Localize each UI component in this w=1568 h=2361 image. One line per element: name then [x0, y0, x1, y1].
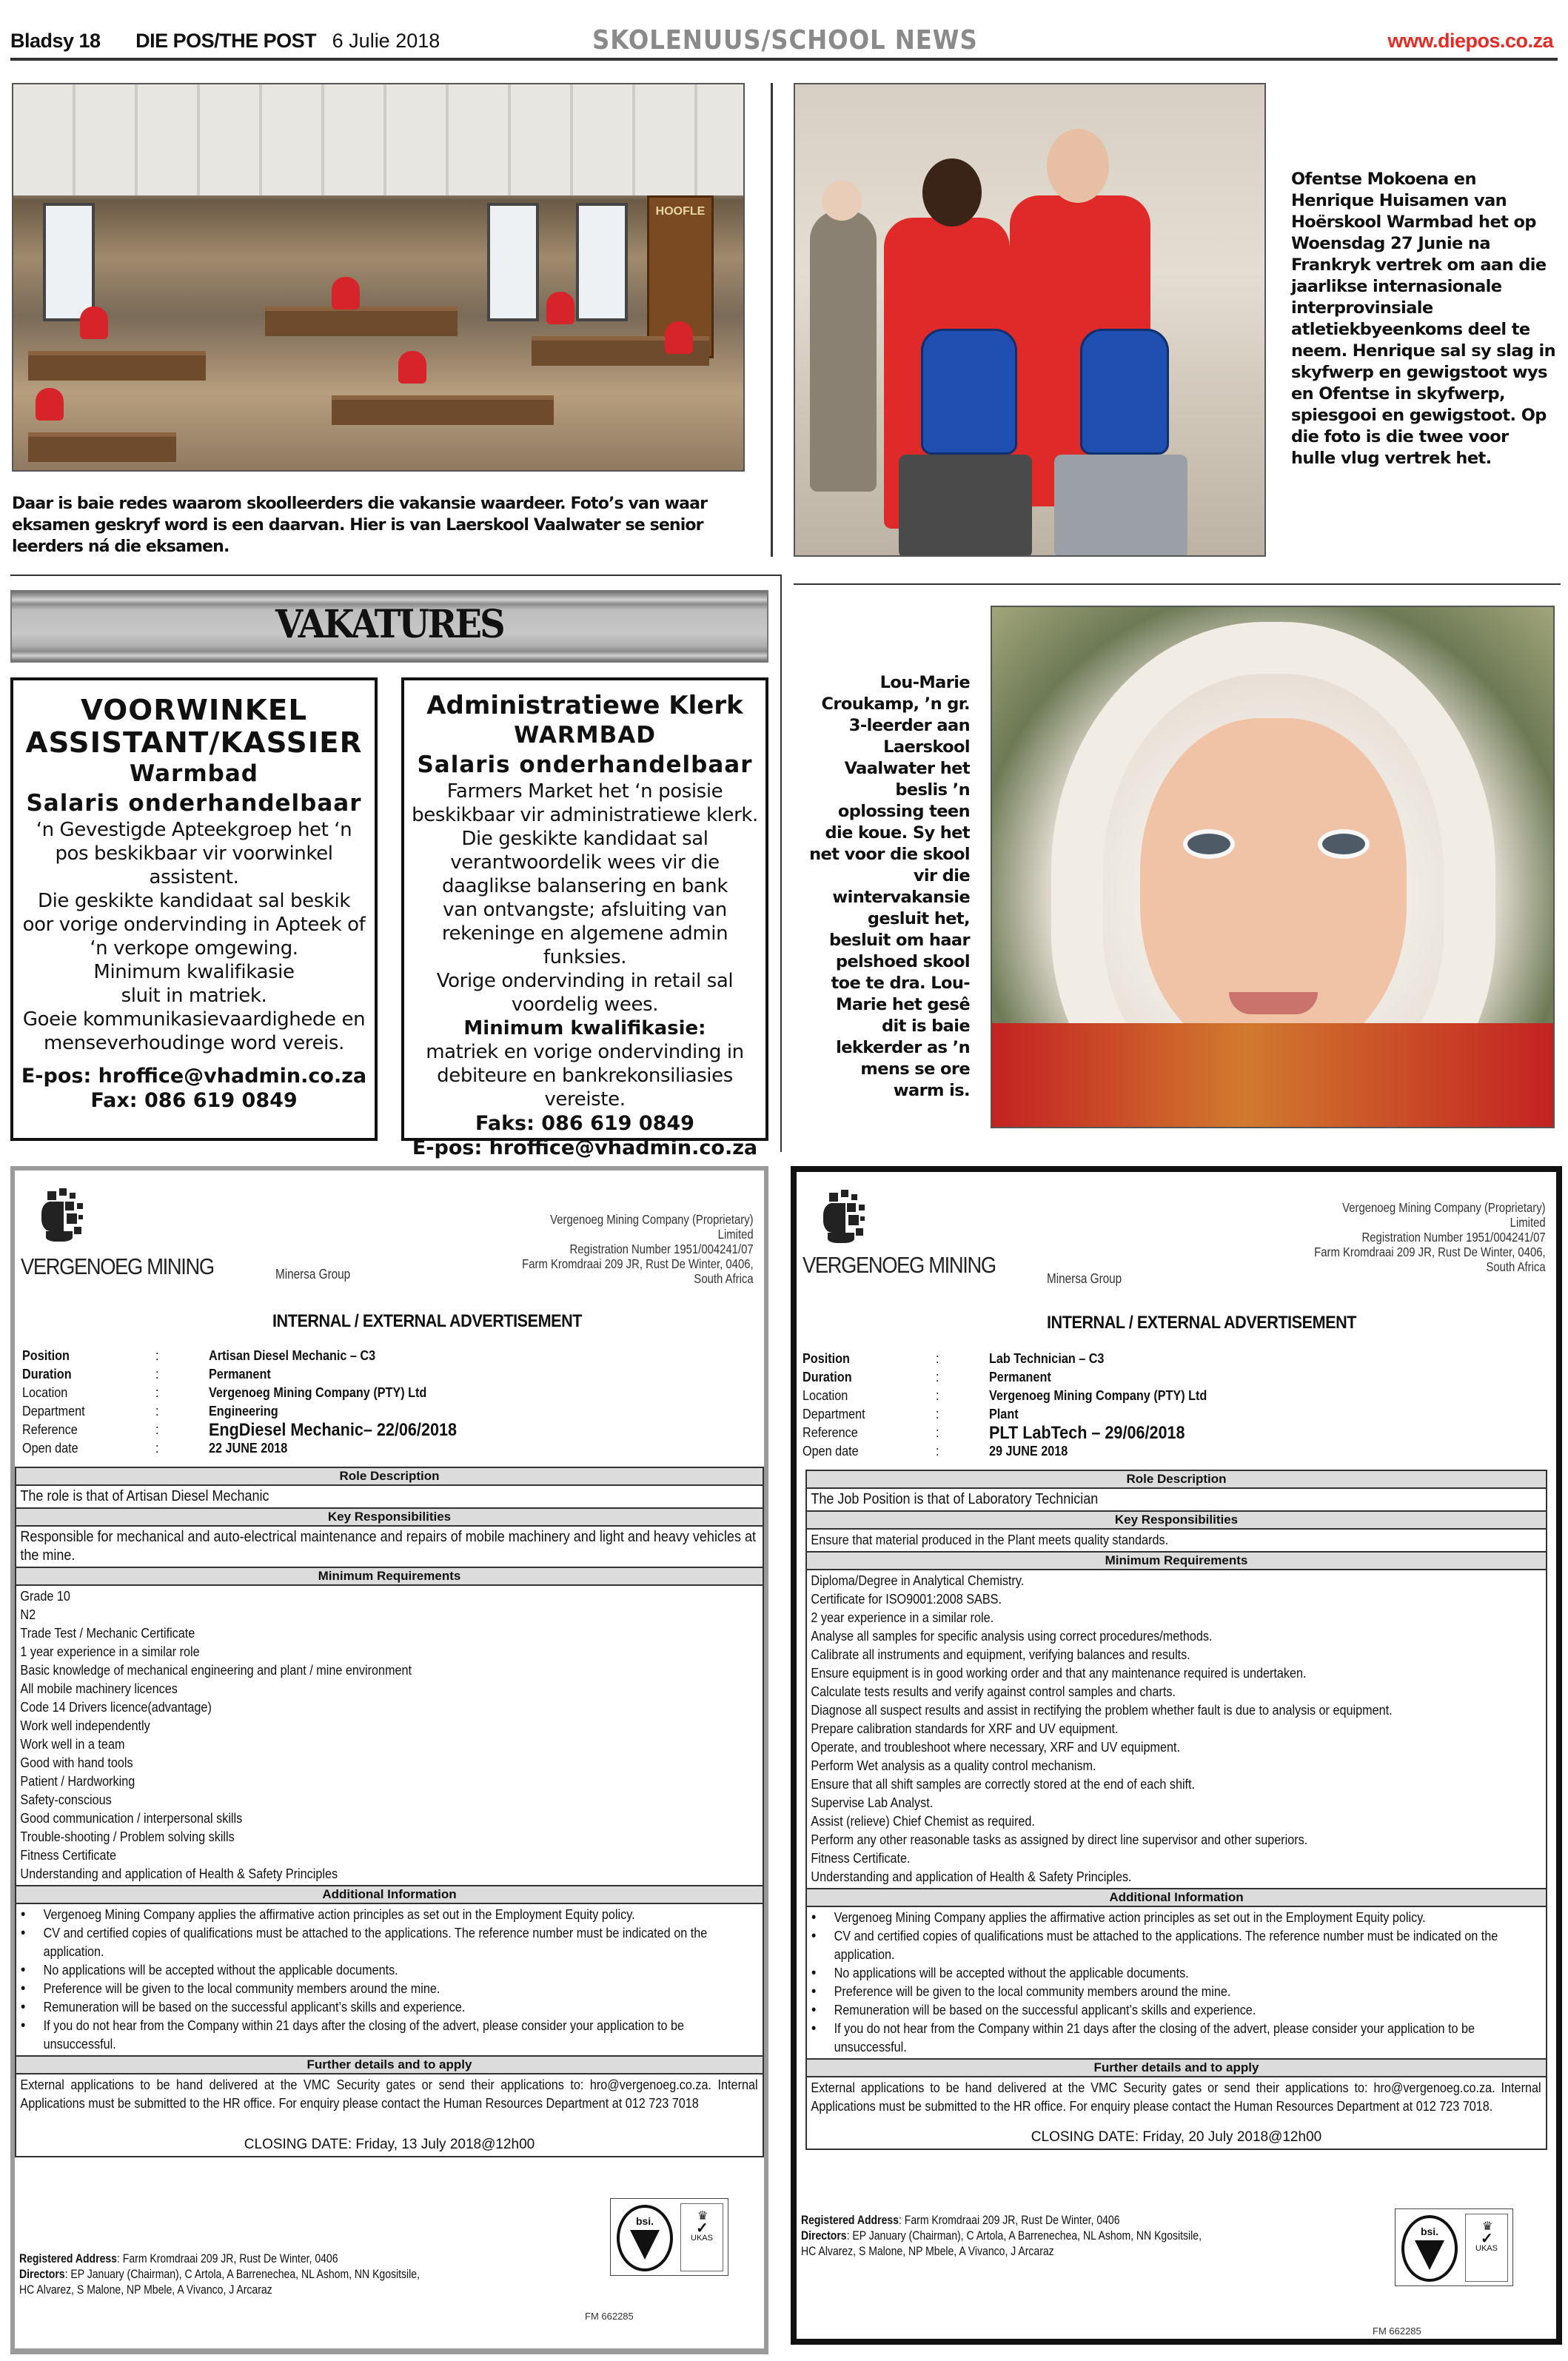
vergenoeg-logo-icon — [36, 1185, 95, 1245]
additional-info-item: • If you do not hear from the Company within 21 days after the closing of the advert, please consider your application to be unsuccessful. — [21, 2017, 685, 2052]
job-title-line2: ASSISTANT/KASSIER — [25, 726, 363, 759]
publication-name: DIE POS/THE POST — [135, 30, 317, 52]
section-header-key: Key Responsibilities — [807, 1510, 1546, 1530]
additional-info-item: • Remuneration will be based on the successful applicant’s skills and experience. — [21, 1999, 466, 2015]
field-duration: Duration : Permanent — [22, 1367, 271, 1382]
position-fields — [22, 1347, 505, 1458]
job-body-paragraph: Die geskikte kandidaat sal verantwoordelik wees vir die daaglikse balansering en bank van ontvangste; afsluiting van rekeninge en algemene admin funksies. — [441, 828, 728, 968]
mining-group: Minersa Group — [1047, 1271, 1122, 1286]
requirement-item: N2 — [20, 1607, 36, 1622]
requirement-item: Analyse all samples for specific analysis using correct procedures/methods. — [811, 1629, 1213, 1644]
additional-info-item: • Remuneration will be based on the successful applicant’s skills and experience. — [811, 2002, 1256, 2018]
issue-date: 6 Julie 2018 — [332, 30, 440, 52]
requirement-item: Code 14 Drivers licence(advantage) — [20, 1700, 212, 1715]
photo-athlete-head — [922, 158, 982, 227]
apply-instructions: External applications to be hand delivered at the VMC Security gates or send their applications to: hro@vergenoeg.co.za. Internal Applications must be submitted to the HR office. For enquiry please contact the Human Resources Department at 012 723 7018. — [811, 2080, 1541, 2114]
photo-backpack — [921, 329, 1017, 455]
photo-student — [36, 388, 64, 421]
requirement-item: Patient / Hardworking — [20, 1774, 135, 1789]
job-ad-admin-klerk — [401, 677, 768, 1159]
company-line: Farm Kromdraai 209 JR, Rust De Winter, 0406, — [1314, 1245, 1546, 1259]
photo-suitcase — [899, 455, 1032, 557]
certification-logos — [610, 2198, 728, 2276]
photo-student — [665, 321, 693, 354]
field-department: Department : Plant — [803, 1407, 1019, 1421]
vacancies-banner — [10, 590, 768, 663]
requirement-item: Work well independently — [20, 1718, 150, 1733]
requirement-item: Good with hand tools — [20, 1755, 133, 1770]
job-title: Administratiewe Klerk — [426, 691, 743, 720]
company-line: South Africa — [1486, 1259, 1546, 1274]
photo-desk — [28, 432, 176, 462]
fm-number: FM 662285 — [1373, 2325, 1421, 2337]
photo-athlete-head — [1047, 129, 1109, 203]
page-header — [10, 27, 1558, 61]
requirement-item: Basic knowledge of mechanical engineering and plant / mine environment — [20, 1663, 412, 1678]
photo-backpack — [1080, 329, 1169, 455]
job-email[interactable]: E-pos: hroffice@vhadmin.co.za — [412, 1136, 758, 1159]
requirement-item: Perform Wet analysis as a quality control mechanism. — [811, 1758, 1096, 1773]
mining-group: Minersa Group — [275, 1267, 351, 1282]
requirements-list — [807, 1570, 1545, 1888]
classroom-caption: Daar is baie redes waarom skoolleerders die vakansie waardeer. Foto’s van waar eksamen geskryf word is een daarvan. Hier is van Laerskool Vaalwater se senior leerders ná die eksamen. — [12, 494, 708, 556]
job-min-qualification-label: Minimum kwalifikasie: — [463, 1017, 706, 1039]
ukas-logo-icon: ♛ ✓ UKAS — [1465, 2214, 1508, 2282]
job-email[interactable]: E-pos: hroffice@vhadmin.co.za — [21, 1065, 367, 1088]
job-body-paragraph: Minimum kwalifikasie sluit in matriek. — [93, 961, 295, 1007]
key-responsibilities: Responsible for mechanical and auto-electrical maintenance and repairs of mobile machinery and light and heavy vehicles at the mine. — [20, 1529, 756, 1564]
additional-info-list — [807, 1907, 1546, 2058]
position-fields — [803, 1350, 1252, 1461]
additional-info-item: • CV and certified copies of qualifications must be attached to the applications. The reference number must be indicated on the application. — [21, 1925, 708, 1959]
requirement-item: Diagnose all suspect results and assist in rectifying the problem whether fault is due to analysis or equipment. — [811, 1703, 1393, 1718]
section-header-further: Further details and to apply — [16, 2055, 763, 2074]
vacancies-title: VAKATURES — [275, 602, 503, 647]
job-location: Warmbad — [130, 760, 258, 787]
mining-company-details — [523, 1212, 754, 1286]
additional-info-item: • No applications will be accepted without the applicable documents. — [811, 1965, 1189, 1981]
photo-ceiling — [13, 84, 743, 195]
photo-mouth — [1229, 992, 1318, 1014]
header-left — [10, 30, 440, 53]
requirement-item: Fitness Certificate — [20, 1848, 117, 1863]
requirement-item: Operate, and troubleshoot where necessary, XRF and UV equipment. — [811, 1740, 1180, 1755]
photo-window — [43, 203, 95, 321]
section-header-role: Role Description — [807, 1471, 1546, 1489]
certification-logos — [1395, 2208, 1513, 2286]
requirement-item: Assist (relieve) Chief Chemist as required. — [811, 1814, 1035, 1829]
closing-date: CLOSING DATE: Friday, 20 July 2018@12h00 — [1031, 2129, 1322, 2145]
requirement-item: Perform any other reasonable tasks as assigned by direct line supervisor and other superiors. — [811, 1832, 1308, 1847]
additional-info-item: • Preference will be given to the local community members around the mine. — [811, 1983, 1231, 2000]
photo-eye — [1183, 829, 1235, 859]
section-header-key: Key Responsibilities — [16, 1507, 763, 1527]
requirement-item: 1 year experience in a similar role — [20, 1644, 200, 1659]
company-line: Limited — [1510, 1215, 1546, 1230]
registered-info: Registered Address: Farm Kromdraai 209 JR, Rust De Winter, 0406 Directors: EP January (Chairman), C Artola, A Barrenechea, NL Ashom, NN Kgositsile, HC Alvarez, S Malone, NP Mbele, A Vivanco, J Arcaraz — [19, 2252, 420, 2297]
requirement-item: All mobile machinery licences — [20, 1681, 178, 1696]
requirement-item: Grade 10 — [20, 1589, 70, 1604]
girl-caption: Lou-Marie Croukamp, ’n gr. 3-leerder aan Laerskool Vaalwater het beslis ’n oplossing teen die koue. Sy het net voor die skool vir die wintervakansie gesluit het, besluit om haar pelshoed skool toe te dra. Lou-Marie het gesê dit is baie lekkerder as ’n mens se ore warm is. — [809, 673, 970, 1100]
ukas-logo-icon: ♛ ✓ UKAS — [680, 2203, 723, 2271]
field-department: Department : Engineering — [22, 1404, 278, 1419]
requirements-list — [16, 1586, 762, 1885]
column-divider — [771, 83, 773, 557]
requirement-item: Supervise Lab Analyst. — [811, 1795, 934, 1810]
photo-bystander — [810, 210, 877, 492]
company-line: Farm Kromdraai 209 JR, Rust De Winter, 0406, — [522, 1256, 754, 1271]
mining-ad-lab-technician — [791, 1166, 1562, 2345]
column-divider — [780, 575, 782, 1152]
requirement-item: Prepare calibration standards for XRF and UV equipment. — [811, 1721, 1119, 1736]
section-divider — [10, 575, 780, 576]
field-reference: Reference : EngDiesel Mechanic– 22/06/2018 — [22, 1420, 457, 1440]
key-responsibilities: Ensure that material produced in the Plant meets quality standards. — [811, 1533, 1169, 1547]
closing-date: CLOSING DATE: Friday, 13 July 2018@12h00 — [244, 2137, 535, 2152]
advertisement-title: INTERNAL / EXTERNAL ADVERTISEMENT — [272, 1311, 582, 1331]
requirement-item: Work well in a team — [20, 1737, 125, 1752]
photo-bystander-head — [822, 181, 862, 221]
requirement-item: Calculate tests results and verify against control samples and charts. — [811, 1684, 1176, 1699]
job-salary: Salaris onderhandelbaar — [417, 751, 753, 778]
requirement-item: Diploma/Degree in Analytical Chemistry. — [811, 1573, 1025, 1588]
role-description: The role is that of Artisan Diesel Mechanic — [20, 1488, 269, 1504]
requirement-item: Ensure equipment is in good working order and that any maintenance required is undertaken. — [811, 1666, 1307, 1681]
mining-company-details — [1315, 1200, 1546, 1274]
job-body-paragraph: Vorige ondervinding in retail sal voordelig wees. — [436, 970, 734, 1016]
additional-info-item: • If you do not hear from the Company within 21 days after the closing of the advert, please consider your application to be unsuccessful. — [811, 2020, 1475, 2054]
field-location: Location : Vergenoeg Mining Company (PTY) Ltd — [803, 1388, 1207, 1403]
additional-info-item: • Preference will be given to the local community members around the mine. — [21, 1980, 440, 1997]
bsi-logo-icon: bsi. — [617, 2205, 673, 2271]
field-duration: Duration : Permanent — [803, 1370, 1051, 1384]
job-fax: Faks: 086 619 0849 — [475, 1112, 694, 1135]
page-number: Bladsy 18 — [10, 30, 101, 52]
job-salary: Salaris onderhandelbaar — [26, 790, 362, 817]
requirement-item: 2 year experience in a similar role. — [811, 1610, 994, 1625]
requirement-item: Ensure that all shift samples are correctly stored at the end of each shift. — [811, 1777, 1196, 1792]
field-open-date: Open date : 29 JUNE 2018 — [803, 1444, 1068, 1459]
classroom-photo — [12, 83, 745, 472]
additional-info-item: • CV and certified copies of qualifications must be attached to the applications. The reference number must be indicated on the application. — [811, 1928, 1498, 1962]
section-header-role: Role Description — [16, 1468, 763, 1486]
company-line: Vergenoeg Mining Company (Proprietary) — [1342, 1200, 1546, 1215]
job-body-paragraph: Die geskikte kandidaat sal beskik oor vorige ondervinding in Apteek of ‘n verkope omgewing. — [22, 890, 366, 960]
company-line: South Africa — [694, 1271, 754, 1286]
advert-table — [15, 1467, 764, 2157]
mining-ad-diesel-mechanic — [10, 1166, 768, 2354]
section-header-additional: Additional Information — [16, 1885, 763, 1904]
photo-desk — [332, 395, 554, 425]
additional-info-item: • No applications will be accepted without the applicable documents. — [21, 1962, 398, 1978]
requirement-item: Understanding and application of Health & Safety Principles. — [811, 1869, 1132, 1884]
girl-photo — [991, 606, 1555, 1128]
photo-student — [546, 292, 574, 324]
bsi-logo-icon: bsi. — [1401, 2215, 1458, 2282]
mining-brand: VERGENOEG MINING — [21, 1253, 214, 1279]
section-title: SKOLENUUS/SCHOOL NEWS — [592, 25, 978, 56]
photo-suitcase — [1054, 455, 1187, 557]
section-divider — [794, 583, 1561, 585]
section-header-min: Minimum Requirements — [807, 1551, 1546, 1570]
company-line: Vergenoeg Mining Company (Proprietary) — [550, 1212, 754, 1227]
job-location: WARMBAD — [514, 722, 656, 749]
photo-window — [487, 203, 539, 321]
registered-info: Registered Address: Farm Kromdraai 209 JR, Rust De Winter, 0406 Directors: EP January (Chairman), C Artola, A Barrenechea, NL Ashom, NN Kgositsile, HC Alvarez, S Malone, NP Mbele, A Vivanco, J Arcaraz — [801, 2214, 1202, 2258]
additional-info-list — [16, 1904, 763, 2055]
job-body-paragraph: Goeie kommunikasievaardighede en menseverhoudinge word vereis. — [22, 1008, 366, 1054]
company-line: Limited — [718, 1227, 754, 1242]
apply-instructions: External applications to be hand delivered at the VMC Security gates or send their applications to: hro@vergenoeg.co.za. Internal Applications must be submitted to the HR office. For enquiry please contact the Human Resources Department at 012 723 7018 — [20, 2077, 758, 2111]
requirement-item: Calibrate all instruments and equipment, verifying balances and results. — [811, 1647, 1190, 1662]
job-title-line1: VOORWINKEL — [80, 694, 308, 726]
field-reference: Reference : PLT LabTech – 29/06/2018 — [803, 1423, 1185, 1443]
photo-student — [80, 307, 108, 339]
section-header-further: Further details and to apply — [807, 2058, 1546, 2077]
field-open-date: Open date : 22 JUNE 2018 — [22, 1441, 288, 1456]
athletes-photo — [794, 83, 1266, 557]
advert-table — [805, 1470, 1547, 2150]
requirement-item: Good communication / interpersonal skills — [20, 1811, 243, 1826]
honours-board: HOOFLE — [647, 195, 714, 358]
requirement-item: Trade Test / Mechanic Certificate — [20, 1626, 195, 1641]
requirement-item: Certificate for ISO9001:2008 SABS. — [811, 1592, 1002, 1607]
additional-info-item: • Vergenoeg Mining Company applies the affirmative action principles as set out in the Employment Equity policy. — [811, 1909, 1426, 1926]
field-location: Location : Vergenoeg Mining Company (PTY) Ltd — [22, 1385, 427, 1400]
photo-desk — [265, 307, 458, 336]
field-position: Position : Lab Technician – C3 — [803, 1351, 1105, 1366]
advertisement-title: INTERNAL / EXTERNAL ADVERTISEMENT — [1047, 1313, 1356, 1333]
section-header-additional: Additional Information — [807, 1888, 1546, 1907]
job-body-paragraph: Farmers Market het ‘n posisie beskikbaar vir administratiewe klerk. — [412, 780, 758, 826]
section-header-min: Minimum Requirements — [16, 1567, 763, 1586]
requirement-item: Understanding and application of Health & Safety Principles — [20, 1866, 338, 1881]
additional-info-item: • Vergenoeg Mining Company applies the affirmative action principles as set out in the Employment Equity policy. — [21, 1906, 635, 1923]
mining-brand: VERGENOEG MINING — [803, 1252, 996, 1278]
photo-student — [332, 277, 360, 309]
photo-student — [398, 351, 426, 384]
requirement-item: Safety-conscious — [20, 1792, 112, 1807]
job-fax: Fax: 086 619 0849 — [90, 1089, 298, 1112]
fm-number: FM 662285 — [585, 2311, 634, 2322]
field-position: Position : Artisan Diesel Mechanic – C3 — [22, 1348, 376, 1363]
photo-window — [576, 203, 628, 321]
vergenoeg-logo-icon — [817, 1187, 877, 1246]
role-description: The Job Position is that of Laboratory Technician — [811, 1491, 1099, 1507]
job-min-qualification: matriek en vorige ondervinding in debiteure en bankrekonsiliasies vereiste. — [426, 1041, 744, 1111]
requirement-item: Fitness Certificate. — [811, 1851, 911, 1866]
company-line: Registration Number 1951/004241/07 — [569, 1242, 754, 1256]
job-body-paragraph: ‘n Gevestigde Apteekgroep het ‘n pos beskikbaar vir voorwinkel assistent. — [36, 819, 352, 888]
job-ad-voorwinkel — [10, 677, 378, 1141]
photo-eye — [1318, 829, 1370, 859]
photo-desk — [28, 351, 206, 381]
photo-coat — [992, 1023, 1553, 1127]
website-link[interactable]: www.diepos.co.za — [1387, 30, 1553, 52]
requirement-item: Trouble-shooting / Problem solving skills — [20, 1829, 235, 1844]
company-line: Registration Number 1951/004241/07 — [1361, 1230, 1546, 1245]
athletes-caption: Ofentse Mokoena en Henrique Huisamen van Hoërskool Warmbad het op Woensdag 27 Junie na Frankryk vertrek om aan die jaarlikse internasionale interprovinsiale atletiekbyeenkoms deel te neem. Henrique sal sy slag in skyfwerp en gewigstoot wys en Ofentse in skyfwerp, spiesgooi en gewigstoot. Op die foto is die twee voor hulle vlug vertrek het. — [1291, 170, 1556, 468]
